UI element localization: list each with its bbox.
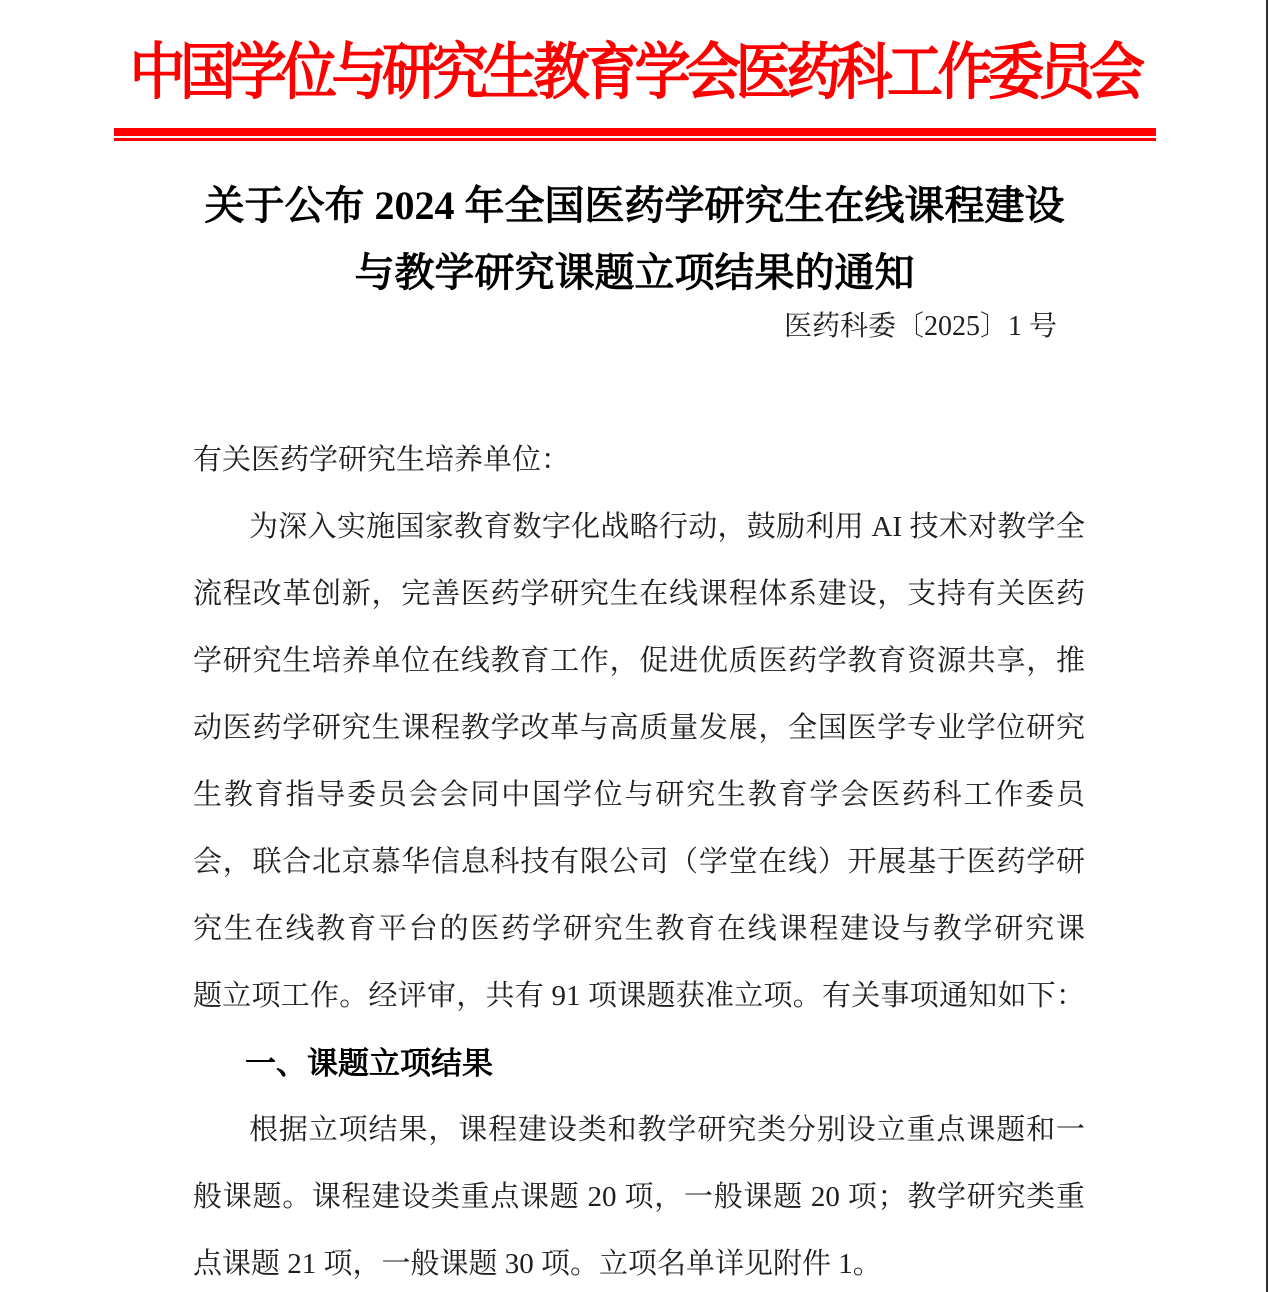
letterhead-rule-thin: [114, 138, 1156, 141]
document-title-line-1: 关于公布 2024 年全国医药学研究生在线课程建设: [204, 183, 1065, 228]
document-title-line-2: 与教学研究课题立项结果的通知: [354, 250, 915, 295]
letterhead-title: 中国学位与研究生教育学会医药科工作委员会: [129, 38, 1140, 108]
body-line: 生教育指导委员会会同中国学位与研究生教育学会医药科工作委员: [193, 779, 1085, 811]
body-line: 会，联合北京慕华信息科技有限公司（学堂在线）开展基于医药学研: [193, 846, 1085, 878]
window-right-edge: [1266, 0, 1268, 1292]
body-line: 题立项工作。经评审，共有 91 项课题获准立项。有关事项通知如下：: [193, 980, 1085, 1012]
section-heading: 一、课题立项结果: [245, 1046, 493, 1081]
body-line: 究生在线教育平台的医药学研究生教育在线课程建设与教学研究课: [193, 913, 1085, 945]
body-line: 为深入实施国家教育数字化战略行动，鼓励利用 AI 技术对教学全: [249, 511, 1085, 543]
document-body: [193, 427, 1085, 1292]
body-line: 般课题。课程建设类重点课题 20 项，一般课题 20 项；教学研究类重: [193, 1181, 1085, 1213]
body-line-salutation: 有关医药学研究生培养单位：: [193, 444, 571, 476]
body-line: 点课题 21 项，一般课题 30 项。立项名单详见附件 1。: [193, 1248, 882, 1280]
letterhead-rule-thick: [114, 128, 1156, 136]
body-line: 动医药学研究生课程教学改革与高质量发展，全国医学专业学位研究: [193, 712, 1085, 744]
document-number: 医药科委〔2025〕1 号: [783, 311, 1057, 342]
body-line: 根据立项结果，课程建设类和教学研究类分别设立重点课题和一: [249, 1114, 1085, 1146]
document-title: [0, 172, 1269, 306]
body-line: 流程改革创新，完善医药学研究生在线课程体系建设，支持有关医药: [193, 578, 1085, 610]
body-line: 学研究生培养单位在线教育工作，促进优质医药学教育资源共享，推: [193, 645, 1085, 677]
letterhead-rule: [114, 128, 1156, 141]
